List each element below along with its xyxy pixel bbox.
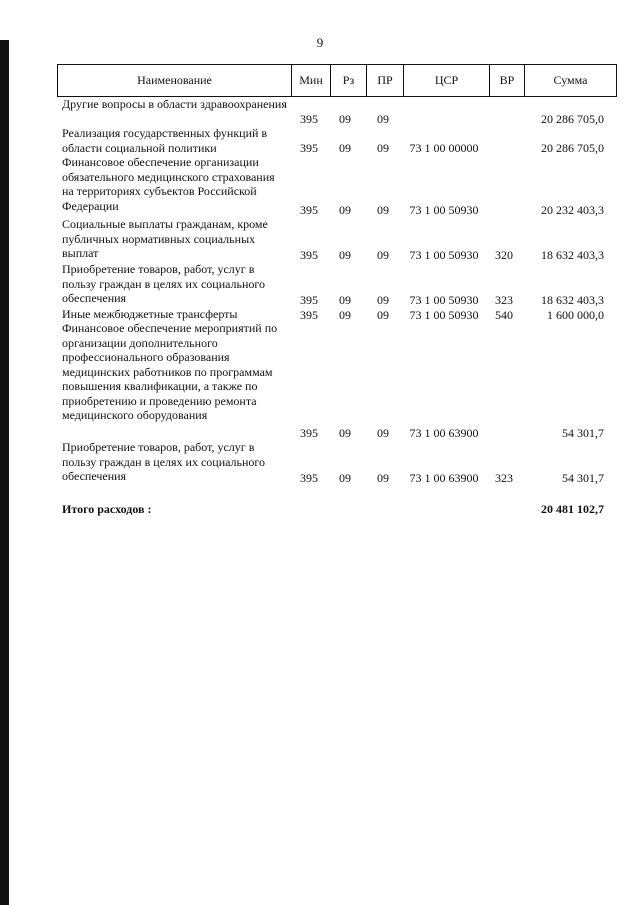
row-csr: 73 1 00 63900 <box>409 470 479 485</box>
row-csr: 73 1 00 63900 <box>409 425 479 440</box>
table-header <box>57 64 617 97</box>
row-vr: 323 <box>495 470 513 485</box>
table-row <box>0 97 640 126</box>
total-value: 20 481 102,7 <box>541 502 604 516</box>
row-rz: 09 <box>339 292 351 307</box>
row-min: 395 <box>300 292 318 307</box>
row-pr: 09 <box>377 470 389 485</box>
row-name: Финансовое обеспечение организации обязательного медицинского страхования на территориях субъектов Российской Федерации <box>62 155 275 213</box>
header-vr: ВР <box>489 65 524 96</box>
row-rz: 09 <box>339 140 351 155</box>
table-row <box>0 155 640 217</box>
row-pr: 09 <box>377 292 389 307</box>
row-csr: 73 1 00 50930 <box>409 292 479 307</box>
row-csr: 73 1 00 00000 <box>409 140 479 155</box>
row-min: 395 <box>300 307 318 322</box>
row-min: 395 <box>300 140 318 155</box>
row-pr: 09 <box>377 247 389 262</box>
table-row <box>0 440 640 485</box>
row-sum: 20 286 705,0 <box>541 111 604 126</box>
row-name: Другие вопросы в области здравоохранения <box>62 97 287 111</box>
row-rz: 09 <box>339 202 351 217</box>
row-sum: 18 632 403,3 <box>541 292 604 307</box>
row-sum: 54 301,7 <box>562 470 604 485</box>
row-sum: 20 232 403,3 <box>541 202 604 217</box>
row-csr: 73 1 00 50930 <box>409 307 479 322</box>
row-name: Иные межбюджетные трансферты <box>62 307 238 321</box>
row-sum: 20 286 705,0 <box>541 140 604 155</box>
row-rz: 09 <box>339 425 351 440</box>
row-name: Финансовое обеспечение мероприятий по организации дополнительного профессионального образования медицинских работников по программам повышения квалификации, а также по приобретению и проведению ремонта медицинского оборудования <box>62 321 278 422</box>
row-name: Реализация государственных функций в области социальной политики <box>62 126 268 155</box>
row-rz: 09 <box>339 307 351 322</box>
row-sum: 1 600 000,0 <box>547 307 604 322</box>
row-rz: 09 <box>339 247 351 262</box>
row-csr: 73 1 00 50930 <box>409 202 479 217</box>
row-sum: 54 301,7 <box>562 425 604 440</box>
row-min: 395 <box>300 425 318 440</box>
header-name: Наименование <box>137 73 212 87</box>
page-number: 9 <box>316 35 324 50</box>
row-pr: 09 <box>377 425 389 440</box>
row-vr: 320 <box>495 247 513 262</box>
row-pr: 09 <box>377 140 389 155</box>
header-csr: ЦСР <box>403 65 489 96</box>
header-min: Мин <box>291 65 330 96</box>
table-row <box>0 307 640 322</box>
row-pr: 09 <box>377 307 389 322</box>
row-pr: 09 <box>377 202 389 217</box>
row-name: Приобретение товаров, работ, услуг в пользу граждан в целях их социального обеспечения <box>62 440 266 483</box>
row-min: 395 <box>300 470 318 485</box>
table-row <box>0 217 640 262</box>
table-row <box>0 262 640 307</box>
header-sum: Сумма <box>524 65 616 96</box>
row-vr: 323 <box>495 292 513 307</box>
row-min: 395 <box>300 247 318 262</box>
row-pr: 09 <box>377 111 389 126</box>
row-min: 395 <box>300 111 318 126</box>
row-name: Приобретение товаров, работ, услуг в пользу граждан в целях их социального обеспечения <box>62 262 266 305</box>
row-vr: 540 <box>495 307 513 322</box>
header-rz: Рз <box>330 65 366 96</box>
row-rz: 09 <box>339 470 351 485</box>
table-row <box>0 126 640 155</box>
header-pr: ПР <box>366 65 403 96</box>
row-rz: 09 <box>339 111 351 126</box>
row-name: Социальные выплаты гражданам, кроме публичных нормативных социальных выплат <box>62 217 268 260</box>
row-sum: 18 632 403,3 <box>541 247 604 262</box>
table-row <box>0 321 640 440</box>
total-label: Итого расходов : <box>62 502 152 516</box>
row-csr: 73 1 00 50930 <box>409 247 479 262</box>
row-min: 395 <box>300 202 318 217</box>
